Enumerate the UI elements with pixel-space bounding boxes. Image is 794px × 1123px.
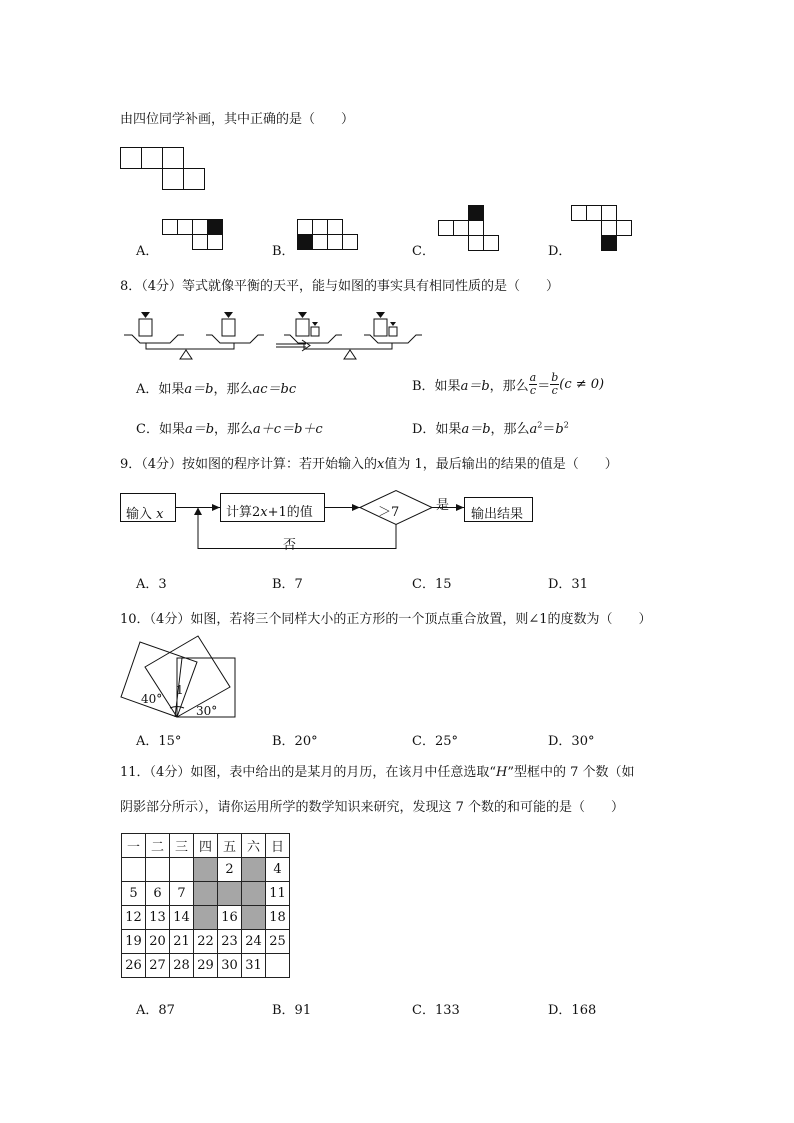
flow-input-label: 输入 x bbox=[126, 507, 164, 522]
calendar-header-cell: 六 bbox=[242, 834, 266, 858]
q7-option-c-figure bbox=[438, 205, 502, 253]
q7-stem: 由四位同学补画，其中正确的是（ ） bbox=[120, 112, 355, 127]
q8-b-fraction-1: $\frac{a}{c}$ bbox=[529, 371, 537, 397]
calendar-cell: 29 bbox=[194, 954, 218, 978]
q11-option-b: B．91 bbox=[272, 1003, 312, 1018]
q8-b-fraction-2: $\frac{b}{c}$ bbox=[551, 371, 559, 397]
q8-option-d: D．如果a＝b，那么$a^2=b^2$ bbox=[412, 420, 569, 437]
calendar-cell: 20 bbox=[146, 930, 170, 954]
q7-option-b-figure bbox=[297, 219, 361, 253]
calendar-cell: 25 bbox=[266, 930, 290, 954]
calendar-cell bbox=[170, 858, 194, 882]
calendar-header-cell: 日 bbox=[266, 834, 290, 858]
calendar-header-cell: 四 bbox=[194, 834, 218, 858]
q7-option-d: D． bbox=[548, 244, 572, 259]
calendar-cell: 18 bbox=[266, 906, 290, 930]
q11-stem-line1: 11．（4分）如图，表中给出的是某月的月历，在该月中任意选取“H”型框中的 7 个数（如 bbox=[120, 765, 635, 780]
q9-option-b: B．7 bbox=[272, 577, 303, 592]
calendar-cell: 31 bbox=[242, 954, 266, 978]
flow-output-label: 输出结果 bbox=[471, 507, 524, 522]
calendar-header-row bbox=[122, 834, 290, 858]
q8-option-c: C．如果a＝b，那么a＋c＝b＋c bbox=[136, 422, 323, 437]
q9-option-c: C．15 bbox=[412, 577, 452, 592]
calendar-cell-shaded bbox=[218, 882, 242, 906]
calendar-cell-shaded bbox=[194, 906, 218, 930]
q10-option-a: A．15° bbox=[136, 734, 182, 749]
q8-stem: 8．（4分）等式就像平衡的天平，能与如图的事实具有相同性质的是（ ） bbox=[120, 279, 560, 294]
calendar-cell: 4 bbox=[266, 858, 290, 882]
q10-squares-figure bbox=[120, 636, 240, 720]
q10-option-b: B．20° bbox=[272, 734, 318, 749]
calendar-row bbox=[122, 930, 290, 954]
calendar-cell: 22 bbox=[194, 930, 218, 954]
q10-angle-left: 40° bbox=[141, 692, 163, 706]
q10-angle-right: 30° bbox=[196, 704, 218, 718]
calendar-cell-shaded bbox=[242, 858, 266, 882]
calendar-cell: 26 bbox=[122, 954, 146, 978]
calendar-cell: 16 bbox=[218, 906, 242, 930]
calendar-cell bbox=[266, 954, 290, 978]
calendar-cell: 14 bbox=[170, 906, 194, 930]
q7-option-a-figure bbox=[162, 219, 226, 253]
q9-option-d: D．31 bbox=[548, 577, 588, 592]
calendar-cell: 21 bbox=[170, 930, 194, 954]
q10-option-d: D．30° bbox=[548, 734, 595, 749]
q11-option-a: A．87 bbox=[136, 1003, 175, 1018]
q7-net-figure bbox=[120, 147, 210, 191]
q9-option-a: A．3 bbox=[136, 577, 167, 592]
calendar-cell: 12 bbox=[122, 906, 146, 930]
calendar-header-cell: 五 bbox=[218, 834, 242, 858]
calendar-row bbox=[122, 906, 290, 930]
calendar-cell: 24 bbox=[242, 930, 266, 954]
q8-balance-figure bbox=[124, 310, 414, 362]
q7-option-b: B． bbox=[272, 244, 295, 259]
flow-yes-label: 是 bbox=[436, 498, 450, 513]
calendar-cell: 5 bbox=[122, 882, 146, 906]
calendar-cell bbox=[122, 858, 146, 882]
calendar-cell-shaded bbox=[242, 906, 266, 930]
calendar-header-cell: 二 bbox=[146, 834, 170, 858]
calendar-header-cell: 一 bbox=[122, 834, 146, 858]
calendar-cell: 13 bbox=[146, 906, 170, 930]
calendar-cell-shaded bbox=[194, 882, 218, 906]
q7-option-c: C． bbox=[412, 244, 435, 259]
flow-compute-label: 计算2x+1的值 bbox=[226, 505, 313, 520]
calendar-cell bbox=[146, 858, 170, 882]
flow-no-label: 否 bbox=[283, 538, 297, 553]
q7-option-d-figure bbox=[571, 205, 635, 253]
calendar-cell: 7 bbox=[170, 882, 194, 906]
q11-stem-line2: 阴影部分所示），请你运用所学的数学知识来研究，发现这 7 个数的和可能的是（ ） bbox=[120, 800, 625, 815]
calendar-cell: 30 bbox=[218, 954, 242, 978]
calendar-cell: 23 bbox=[218, 930, 242, 954]
calendar-cell: 28 bbox=[170, 954, 194, 978]
calendar-table bbox=[121, 833, 290, 978]
q11-option-d: D．168 bbox=[548, 1003, 597, 1018]
calendar-cell: 27 bbox=[146, 954, 170, 978]
q8-option-a: A．如果a＝b，那么ac＝bc bbox=[136, 382, 297, 397]
q9-stem: 9．（4分）按如图的程序计算：若开始输入的x值为 1，最后输出的结果的值是（ ） bbox=[120, 457, 618, 472]
calendar-cell: 19 bbox=[122, 930, 146, 954]
calendar-row bbox=[122, 882, 290, 906]
calendar-row bbox=[122, 858, 290, 882]
q11-option-c: C．133 bbox=[412, 1003, 460, 1018]
q8-option-b: B．如果a＝b，那么 $\frac{a}{c}$ ＝ $\frac{b}{c}$ (c ≠ 0) bbox=[412, 371, 605, 397]
calendar-row bbox=[122, 954, 290, 978]
q7-option-a: A． bbox=[136, 244, 159, 259]
q10-angle-1: 1 bbox=[176, 683, 184, 697]
flow-condition-label: ＞7 bbox=[378, 505, 400, 520]
calendar-cell: 6 bbox=[146, 882, 170, 906]
calendar-cell: 2 bbox=[218, 858, 242, 882]
q10-stem: 10．（4分）如图，若将三个同样大小的正方形的一个顶点重合放置，则∠1的度数为（ ） bbox=[120, 612, 652, 627]
calendar-cell: 11 bbox=[266, 882, 290, 906]
calendar-cell-shaded bbox=[194, 858, 218, 882]
calendar-cell-shaded bbox=[242, 882, 266, 906]
q10-option-c: C．25° bbox=[412, 734, 458, 749]
calendar-header-cell: 三 bbox=[170, 834, 194, 858]
